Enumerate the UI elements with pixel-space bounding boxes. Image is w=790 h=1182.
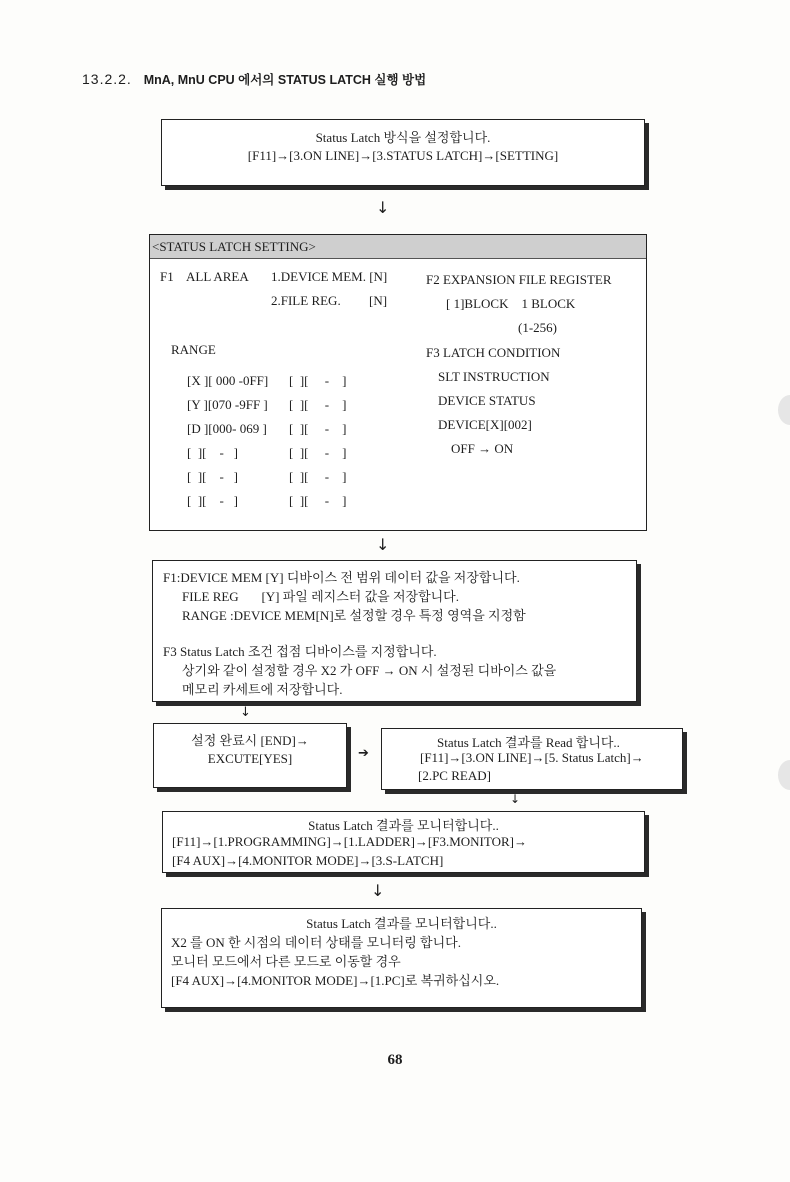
range-row-b: [ ][ - ] <box>289 421 347 436</box>
step-box-setting-menu <box>161 119 645 186</box>
step-box-monitor-menu <box>162 811 645 873</box>
box5-line2: [F11]→[1.PROGRAMMING]→[1.LADDER]→[F3.MONITOR]→ <box>172 834 527 849</box>
step-box-read-result <box>381 728 683 790</box>
device-x-setting: DEVICE[X][002] <box>438 417 532 432</box>
box5-line3: [F4 AUX]→[4.MONITOR MODE]→[3.S-LATCH] <box>172 853 444 868</box>
file-reg-value: [N] <box>369 293 388 308</box>
binder-hole <box>778 395 790 425</box>
device-mem-option: 1.DEVICE MEM. [N] <box>271 269 388 284</box>
box6-line1: Status Latch 결과를 모니터합니다.. <box>306 916 497 931</box>
box4-line3: [2.PC READ] <box>418 768 491 783</box>
slt-instruction-option: SLT INSTRUCTION <box>438 369 550 384</box>
box6-line4: [F4 AUX]→[4.MONITOR MODE]→[1.PC]로 복귀하십시오. <box>171 973 500 988</box>
f2-label: F2 EXPANSION FILE REGISTER <box>426 272 612 287</box>
range-row-a: [D ][000- 069 ] <box>187 421 267 436</box>
range-row-b: [ ][ - ] <box>289 469 347 484</box>
down-arrow-icon: ↓ <box>376 535 390 554</box>
box2-line4: F3 Status Latch 조건 접점 디바이스를 지정합니다. <box>163 644 437 659</box>
step-box-end-execute <box>153 723 347 788</box>
box3-line2: EXCUTE[YES] <box>207 751 293 766</box>
range-row-a: [ ][ - ] <box>187 469 238 484</box>
file-reg-option: 2.FILE REG. <box>271 293 341 308</box>
down-arrow-icon: ↓ <box>371 881 385 900</box>
right-arrow-icon: ➔ <box>358 746 369 761</box>
box2-line6: 메모리 카세트에 저장합니다. <box>182 682 343 697</box>
range-row-a: [ ][ - ] <box>187 445 238 460</box>
box2-line3: RANGE :DEVICE MEM[N]로 설정할 경우 특정 영역을 지정함 <box>182 608 526 623</box>
range-row-a: [ ][ - ] <box>187 493 238 508</box>
step-box-explanation <box>152 560 637 702</box>
range-row-b: [ ][ - ] <box>289 373 347 388</box>
down-arrow-icon: ↓ <box>376 198 390 217</box>
range-row-b: [ ][ - ] <box>289 397 347 412</box>
step-box-monitor-result <box>161 908 642 1008</box>
binder-hole <box>778 760 790 790</box>
box4-line2: [F11]→[3.ON LINE]→[5. Status Latch]→ <box>420 750 644 765</box>
box2-line1: F1:DEVICE MEM [Y] 디바이스 전 범위 데이터 값을 저장합니다. <box>163 570 520 585</box>
section-number: 13.2.2. <box>82 71 132 87</box>
section-title: MnA, MnU CPU 에서의 STATUS LATCH 실행 방법 <box>143 73 427 87</box>
all-area-label: ALL AREA <box>186 269 249 284</box>
down-arrow-icon: ↓ <box>510 792 521 806</box>
range-row-a: [X ][ 000 -0FF] <box>187 373 269 388</box>
box5-line1: Status Latch 결과를 모니터합니다.. <box>308 818 499 833</box>
range-row-a: [Y ][070 -9FF ] <box>187 397 268 412</box>
range-label: RANGE <box>171 342 216 357</box>
page-number: 68 <box>387 1052 403 1068</box>
box6-line2: X2 를 ON 한 시점의 데이터 상태를 모니터링 합니다. <box>171 935 461 950</box>
box1-line2: [F11]→[3.ON LINE]→[3.STATUS LATCH]→[SETTING] <box>247 148 559 163</box>
box4-line1: Status Latch 결과를 Read 합니다.. <box>437 735 620 750</box>
down-arrow-icon: ↓ <box>240 705 251 720</box>
off-on-condition: OFF → ON <box>451 441 514 456</box>
panel-title: <STATUS LATCH SETTING> <box>150 235 646 259</box>
device-status-option: DEVICE STATUS <box>438 393 536 408</box>
box1-line1: Status Latch 방식을 설정합니다. <box>315 130 491 145</box>
box2-line5: 상기와 같이 설정할 경우 X2 가 OFF → ON 시 설정된 디바이스 값을 <box>182 663 557 678</box>
f3-label: F3 LATCH CONDITION <box>426 345 561 360</box>
block-setting: [ 1]BLOCK 1 BLOCK <box>446 296 576 311</box>
box2-line2: FILE REG [Y] 파일 레지스터 값을 저장합니다. <box>182 589 459 604</box>
box3-line1: 설정 완료시 [END]→ <box>191 733 309 748</box>
status-latch-setting-panel <box>149 234 647 531</box>
f1-label: F1 <box>160 269 174 284</box>
section-heading <box>82 70 426 88</box>
box6-line3: 모니터 모드에서 다른 모드로 이동할 경우 <box>171 954 401 969</box>
range-row-b: [ ][ - ] <box>289 493 347 508</box>
block-range: (1-256) <box>518 320 557 335</box>
range-row-b: [ ][ - ] <box>289 445 347 460</box>
